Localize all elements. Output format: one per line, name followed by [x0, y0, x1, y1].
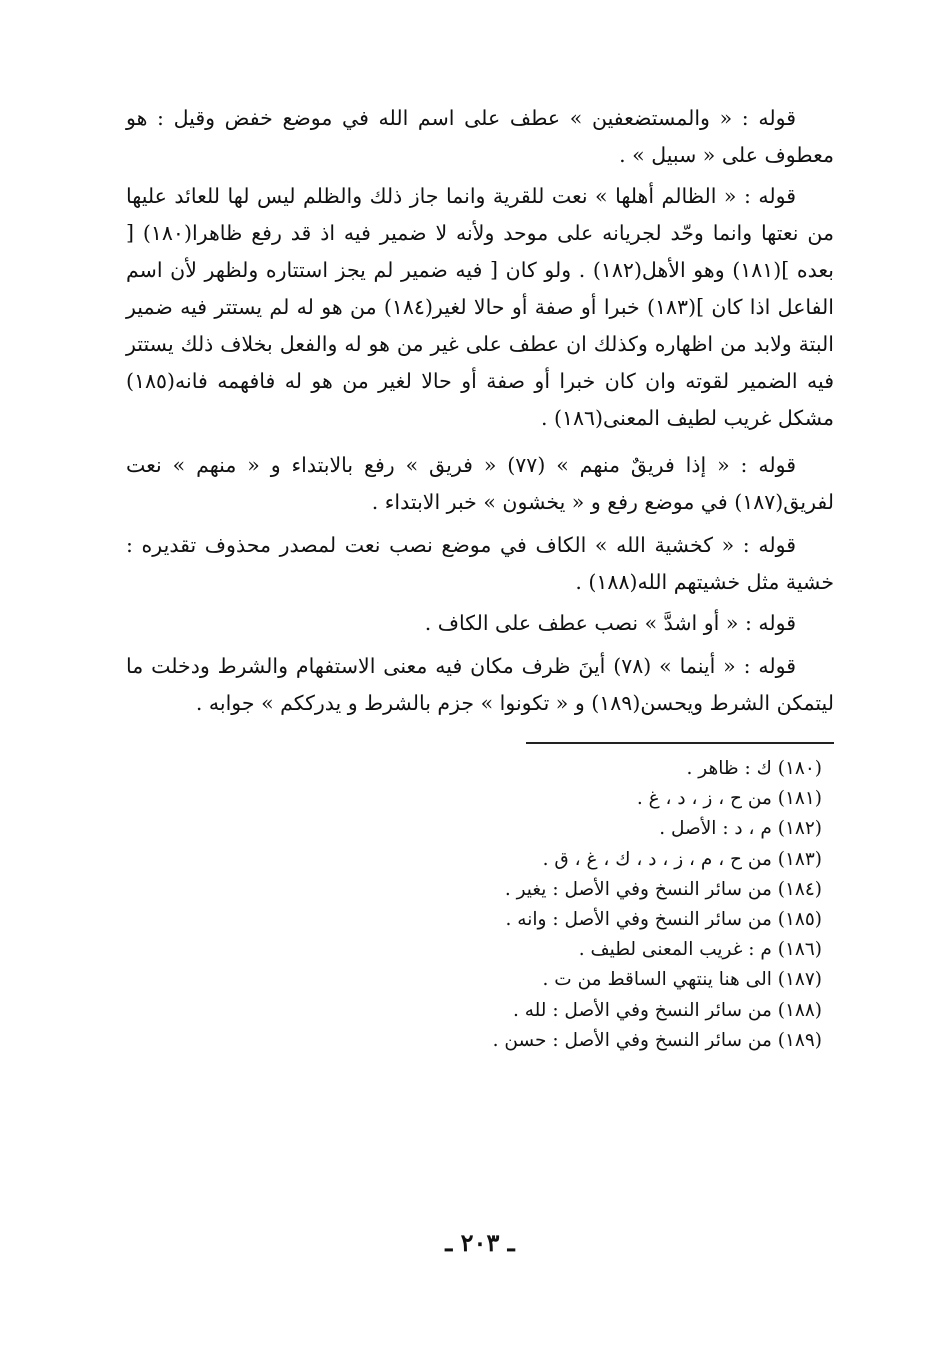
paragraph: قوله : « إذا فريقٌ منهم » (٧٧) « فريق » رفع بالابتداء و « منهم » نعت لفريق(١٨٧) في موضع رفع و « يخشون » خبر الابتداء . [126, 453, 834, 514]
footnote: (١٨٦) م : غريب المعنى لطيف . [578, 939, 822, 961]
paragraph: قوله : « أينما » (٧٨) أينَ ظرف مكان فيه معنى الاستفهام والشرط ودخلت ما ليتمكن الشرط ويحسن(١٨٩) و « تكونوا » جزم بالشرط و يدرككم » جوابه . [126, 654, 834, 715]
paragraph: قوله : « كخشية الله » الكاف في موضع نصب نعت لمصدر محذوف تقديره : خشية مثل خشيتهم الله(١٨٨) . [126, 533, 834, 594]
footnote: (١٨٨) من سائر النسخ وفي الأصل : لله . [513, 999, 822, 1021]
footnote: (١٨١) من ح ، ز ، د ، غ . [636, 788, 822, 810]
footnote: (١٨٥) من سائر النسخ وفي الأصل : وانه . [505, 909, 822, 931]
footnote: (١٨٩) من سائر النسخ وفي الأصل : حسن . [492, 1029, 822, 1051]
footnote: (١٨٠) ك : ظاهر . [686, 758, 822, 779]
footnote: (١٨٢) م ، د : الأصل . [659, 818, 822, 840]
footnote: (١٨٤) من سائر النسخ وفي الأصل : يغير . [504, 878, 822, 900]
footnote: (١٨٣) من ح ، م ، ز ، د ، ك ، غ ، ق . [542, 848, 822, 870]
paragraph: قوله : « أو اشدَّ » نصب عطف على الكاف . [424, 611, 796, 635]
footnote-divider [526, 742, 834, 744]
paragraph: قوله : « الظالم أهلها » نعت للقرية وانما جاز ذلك والظلم ليس لها للعائد عليها من نعتها وانما وحّد لجريانه على موحد ولأنه لا ضمير فيه اذ قد رفع ظاهرا(١٨٠) [ بعده ](١٨١) وهو الأهل(١٨٢) . ولو كان [ فيه ضمير لم يجز استتاره ولظهر لأن اسم الفاعل اذا كان ](١٨٣) خبرا أو صفة أو حالا لغير(١٨٤) من هو له لم يستتر فيه ضمير البتة ولابد من اظهاره وكذلك ان عطف على غير من هو له والفعل بخلاف ذلك يستتر فيه الضمير لقوته وان كان خبرا أو صفة أو حالا لغير من هو له فافهمه فانه(١٨٥) مشكل غريب لطيف المعنى(١٨٦) . [126, 184, 835, 430]
footnotes-list [126, 754, 834, 1056]
main-text [126, 100, 834, 722]
footnote: (١٨٧) الى هنا ينتهي الساقط من ت . [542, 969, 822, 991]
book-page [126, 100, 834, 1280]
page-number: ـ ٢٠٣ ـ [445, 1228, 515, 1257]
paragraph: قوله : « والمستضعفين » عطف على اسم الله في موضع خفض وقيل : هو معطوف على « سبيل » . [126, 106, 834, 167]
